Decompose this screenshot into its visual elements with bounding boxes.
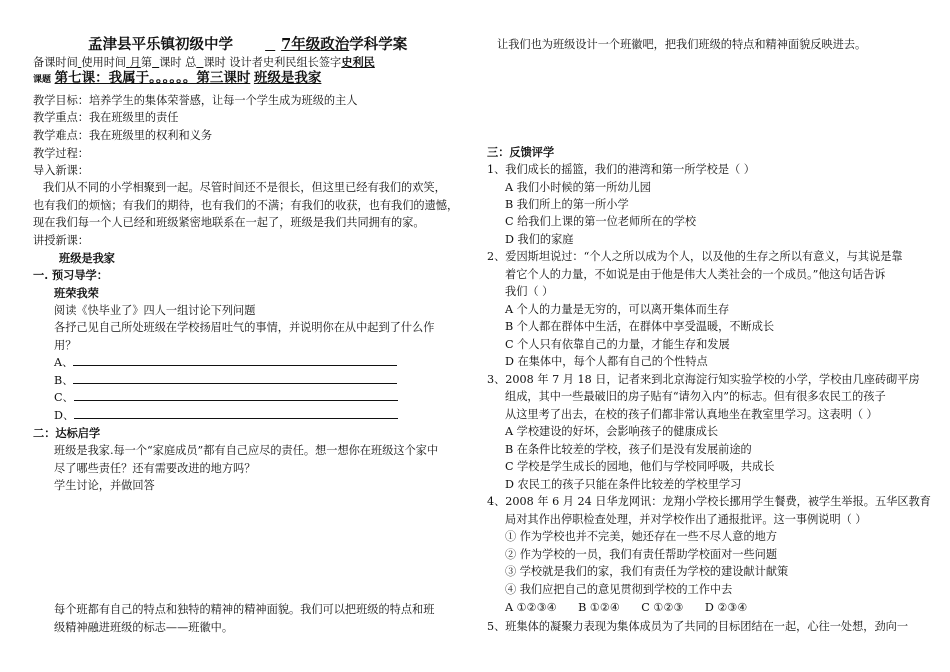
answer-a: A、 xyxy=(54,355,397,370)
quiz-q2-line3: 我们（ ） xyxy=(505,285,554,298)
quiz-q2-line2: 着它个人的力量，不如说是由于他是伟大人类社会的一个成员。”他这句话告诉 xyxy=(505,268,886,281)
teaching-process: 教学过程： xyxy=(33,147,89,160)
quiz-q3-d: D 农民工的孩子只能在条件比较差的学校里学习 xyxy=(505,478,742,491)
lesson-title: 课题 第七课：我属于。。。。。。第三课时 班级是我家 xyxy=(33,70,322,86)
teaching-goal: 教学目标：培养学生的集体荣誉感，让每一个学生成为班级的主人 xyxy=(33,94,358,107)
quiz-q3-b: B 在条件比较差的学校，孩子们是没有发展前途的 xyxy=(505,443,752,456)
bottom-text-2: 级精神融进班级的标志——班徽中。 xyxy=(54,621,234,634)
quiz-q2-c: C 个人只有依靠自己的力量，才能生存和发展 xyxy=(505,338,730,351)
part2-text-2: 尽了哪些责任？还有需要改进的地方吗？ xyxy=(54,462,256,475)
badge-task: 让我们也为班级设计一个班徽吧，把我们班级的特点和精神面貌反映进去。 xyxy=(497,38,867,51)
grade: 7年级 xyxy=(281,36,321,53)
quiz-q4-line2: 局对其作出停职检查处理，并对学校作出了通报批评。这一事例说明（ ） xyxy=(505,513,867,526)
intro-paragraph-3: 现在我们每一个人已经和班级紧密地联系在一起了，班级是我们共同拥有的家。 xyxy=(33,216,425,229)
bottom-text-1: 每个班都有自己的特点和独特的精神的精神面貌。我们可以把班级的特点和班 xyxy=(54,603,435,616)
quiz-q2-line1: 2、爱因斯坦说过：“个人之所以成为个人，以及他的生存之所以有意义，与其说是靠 xyxy=(487,250,903,263)
answer-d-blank[interactable] xyxy=(74,408,398,419)
section-title: 班级是我家 xyxy=(59,251,115,265)
answer-a-blank[interactable] xyxy=(73,355,397,366)
subject: 政治 xyxy=(320,36,350,53)
doc-header xyxy=(88,37,407,52)
part1-heading: 一. 预习导学： xyxy=(33,268,108,282)
doc-type: 学科学案 xyxy=(349,36,408,53)
meta-line: 备课时间 使用时间 月第 课时 总 课时 设计者史利民组长签字史利民 xyxy=(33,55,375,69)
question-1: 各抒己见自己所处班级在学校扬眉吐气的事情，并说明你在从中起到了什么作 xyxy=(54,321,435,334)
quiz-q5-line1: 5、班集体的凝聚力表现为集体成员为了共同的目标团结在一起，心往一处想，劲向一 xyxy=(487,620,909,633)
quiz-q3-line3: 从这里考了出去，在校的孩子们都非常认真地坐在教室里学习。这表明（ ） xyxy=(505,408,878,421)
quiz-q3-line2: 组成，其中一些最破旧的房子贴有“请勿入内”的标志。但有很多农民工的孩子 xyxy=(505,390,886,403)
quiz-q4-option-1: ① 作为学校也并不完美，她还存在一些不尽人意的地方 xyxy=(505,530,778,543)
teaching-difficulty: 教学难点：我在班级里的权利和义务 xyxy=(33,129,213,142)
answer-c: C、 xyxy=(54,390,398,405)
teaching-key: 教学重点：我在班级里的责任 xyxy=(33,111,179,124)
part2-text-3: 学生讨论，并做回答 xyxy=(54,479,155,492)
answer-b: B、 xyxy=(54,373,397,388)
signature-name: 史利民 xyxy=(341,55,375,69)
quiz-q4-answers: A ①②③④ B ①②④ C ①②③ D ②③④ xyxy=(505,601,748,614)
intro-paragraph-1: 我们从不同的小学相聚到一起。尽管时间还不是很长，但这里已经有我们的欢笑， xyxy=(43,181,446,194)
intro-paragraph-2: 也有我们的烦恼；有我们的期待，也有我们的不满；有我们的收获，也有我们的遗憾， xyxy=(33,199,459,212)
quiz-q4-option-4: ④ 我们应把自己的意见贯彻到学校的工作中去 xyxy=(505,583,733,596)
honor-heading: 班荣我荣 xyxy=(54,286,99,300)
quiz-q3-a: A 学校建设的好坏，会影响孩子的健康成长 xyxy=(505,425,719,438)
quiz-q1: 1、我们成长的摇篮，我们的港湾和第一所学校是（ ） xyxy=(487,163,755,176)
quiz-q2-d: D 在集体中，每个人都有自己的个性特点 xyxy=(505,355,708,368)
part2-text-1: 班级是我家.每一个“家庭成员”都有自己应尽的责任。想一想你在班级这个家中 xyxy=(54,444,439,457)
quiz-q2-a: A 个人的力量是无穷的，可以离开集体而生存 xyxy=(505,303,730,316)
part3-heading: 三：反馈评学 xyxy=(487,145,555,159)
reading-task: 阅读《快毕业了》四人一组讨论下列问题 xyxy=(54,304,256,317)
answer-c-blank[interactable] xyxy=(74,390,398,401)
quiz-q3-line1: 3、2008 年 7 月 18 日，记者来到北京海淀行知实验学校的小学，学校由几座砖砌平房 xyxy=(487,373,920,386)
question-1-cont: 用？ xyxy=(54,339,77,352)
quiz-q1-b: B 我们所上的第一所小学 xyxy=(505,198,629,211)
quiz-q4-line1: 4、2008 年 6 月 24 日华龙网讯：龙翔小学校长挪用学生餐费，被学生举报。五华区教育 xyxy=(487,495,931,508)
school-name: 孟津县平乐镇初级中学 xyxy=(88,36,233,53)
intro-heading: 导入新课： xyxy=(33,164,89,177)
teach-heading: 讲授新课： xyxy=(33,234,89,247)
quiz-q4-option-2: ② 作为学校的一员，我们有责任帮助学校面对一些问题 xyxy=(505,548,778,561)
quiz-q2-b: B 个人都在群体中生活，在群体中享受温暖，不断成长 xyxy=(505,320,775,333)
answer-d: D、 xyxy=(54,408,398,423)
quiz-q1-a: A 我们小时候的第一所幼儿园 xyxy=(505,181,651,194)
quiz-q3-c: C 学校是学生成长的园地，他们与学校同呼吸，共成长 xyxy=(505,460,775,473)
answer-b-blank[interactable] xyxy=(73,373,397,384)
quiz-q1-d: D 我们的家庭 xyxy=(505,233,574,246)
quiz-q1-c: C 给我们上课的第一位老师所在的学校 xyxy=(505,215,697,228)
part2-heading: 二：达标启学 xyxy=(33,426,101,440)
quiz-q4-option-3: ③ 学校就是我们的家，我们有责任为学校的建设献计献策 xyxy=(505,565,789,578)
